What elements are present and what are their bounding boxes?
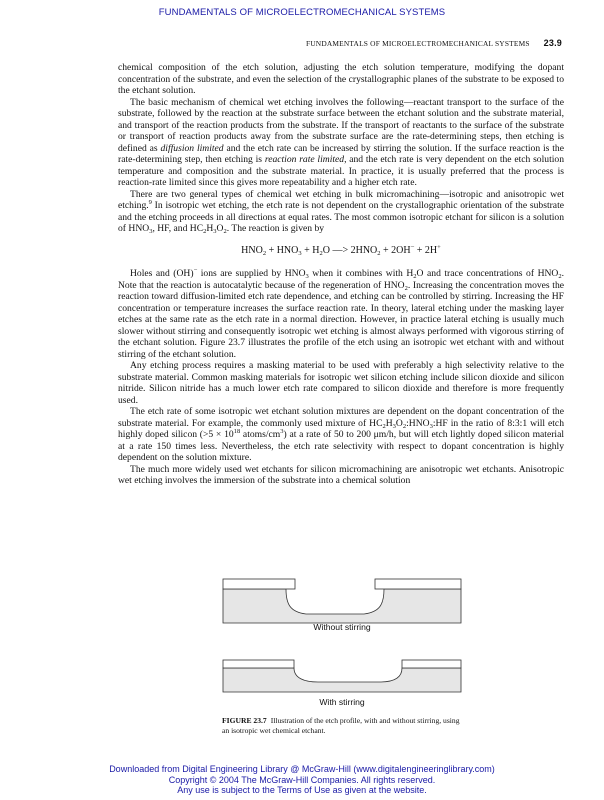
substrate-with-stirring — [223, 668, 461, 692]
paragraph-7: The much more widely used wet etchants for silicon micromachining are anisotropic wet etchants. Anisotropic wet etching involves the immersion of the substrate into a chemical solution — [118, 463, 564, 486]
mask-left-without-stirring — [223, 579, 295, 589]
body-text — [118, 62, 564, 487]
mask-left-with-stirring — [223, 660, 294, 668]
paragraph-1: chemical composition of the etch solution, adjusting the etch solution temperature, modifying the dopant concentration of the substrate, and even the selection of the crystallographic planes of the substrate to be exposed to the etchant solution. — [118, 62, 564, 96]
label-with-stirring: With stirring — [319, 697, 365, 707]
mask-right-with-stirring — [402, 660, 461, 668]
mask-right-without-stirring — [375, 579, 461, 589]
paragraph-5: Any etching process requires a masking material to be used with preferably a high selectivity relative to the substrate material. Common masking materials for isotropic wet silicon etching include silicon dioxide and silicon nitride. Silicon nitride has a much lower etch rate compared to silicon dioxide and therefore is more frequently used. — [118, 360, 564, 406]
substrate-without-stirring — [223, 589, 461, 623]
footer-copyright-line: Copyright © 2004 The McGraw-Hill Companies. All rights reserved. — [168, 774, 436, 785]
reference-superscript: 9 — [148, 199, 152, 206]
figure-caption-text: Illustration of the etch profile, with and without stirring, using an isotropic wet chemical etchant. — [222, 716, 460, 735]
running-head-title: FUNDAMENTALS OF MICROELECTROMECHANICAL SYSTEMS — [305, 39, 530, 48]
download-banner-title: FUNDAMENTALS OF MICROELECTROMECHANICAL SYSTEMS — [158, 7, 446, 18]
paragraph-2: The basic mechanism of chemical wet etching involves the following—reactant transport to the surface of the substrate, followed by the reaction at the substrate surface between the etchant solution and the substrate material, and transport of the reaction products from the substrate. If the transport of reactants to the surface of the substrate or transport of reaction products away from the substrate surface are the rate-determining steps, then etching is defined as diffusion limited and the etch rate can be increased by stirring the solution. If the surface reaction is the rate-determining step, then etching is reaction rate limited, and the etch rate is very dependent on the etch solution temperature and composition and the substrate material. In practice, it is usually preferred that the process is reaction-rate limited since this gives more repeatability and a higher etch rate. — [118, 96, 564, 188]
figure-caption-label: FIGURE 23.7 — [222, 716, 267, 725]
reaction-equation: $HNO_2 + HNO_3 + H_2O$ —> $2HNO_2 + 2OH^- + 2H^+$ — [241, 243, 441, 257]
etch-profile-with-stirring — [222, 659, 462, 693]
figure-caption — [222, 716, 462, 735]
footer-terms-line[interactable]: Any use is subject to the Terms of Use as given at the website. — [177, 785, 427, 795]
page-number: 23.9 — [543, 38, 562, 48]
paragraph-3: There are two general types of chemical wet etching in bulk micromachining—isotropic and anisotropic wet etching.$^9$ In isotropic wet etching, the etch rate is not dependent on the crystallographic orientation of the substrate and the etching proceeds in all directions at equal rates. The most common isotropic etchant for silicon is a solution of $HNO_3$, HF, and $HC_2H_3O_2$. The reaction is given by — [118, 188, 564, 235]
running-head — [306, 38, 562, 48]
footer-copyright — [0, 764, 604, 796]
etch-profile-without-stirring — [222, 578, 462, 624]
paragraph-4: Holes and (OH)− ions are supplied by $HNO_3$ when it combines with $H_2O$ and trace concentrations of $HNO_2$. Note that the reaction is autocatalytic because of the regeneration of $HNO_2$. Increasing the concentration moves the reaction toward diffusion-limited etch rate dependence, and etching can be controlled by stirring. Increasing the HF concentration or temperature increases the surface reaction rate. In theory, lateral etching under the masking layer etches at the same rate as the etch rate in a normal direction. However, in practice lateral etching is usually much slower without stirring and consequently isotropic wet etching is almost always performed with vigorous stirring of the etchant solution. Figure 23.7 illustrates the profile of the etch using an isotropic wet etchant with and without stirring of the etchant solution. — [118, 267, 565, 360]
paragraph-6: The etch rate of some isotropic wet etchant solution mixtures are dependent on the dopant concentration of the substrate material. For example, the commonly used mixture of $HC_2H_3O_2:HNO_3:HF$ in the ratio of 8:3:1 will etch highly doped silicon ($>5 \times 10^{18}$ atoms/$cm^3$) at a rate of 50 to 200 μm/h, but will etch lightly doped silicon material at a rate 150 times less. Nevertheless, the etch rate selectivity with respect to dopant concentration is highly dependent on the solution mixture. — [118, 406, 565, 463]
footer-download-link[interactable]: Downloaded from Digital Engineering Library @ McGraw-Hill (www.digitalengineeringlibrary.com) — [109, 764, 495, 774]
label-without-stirring: Without stirring — [313, 622, 371, 632]
